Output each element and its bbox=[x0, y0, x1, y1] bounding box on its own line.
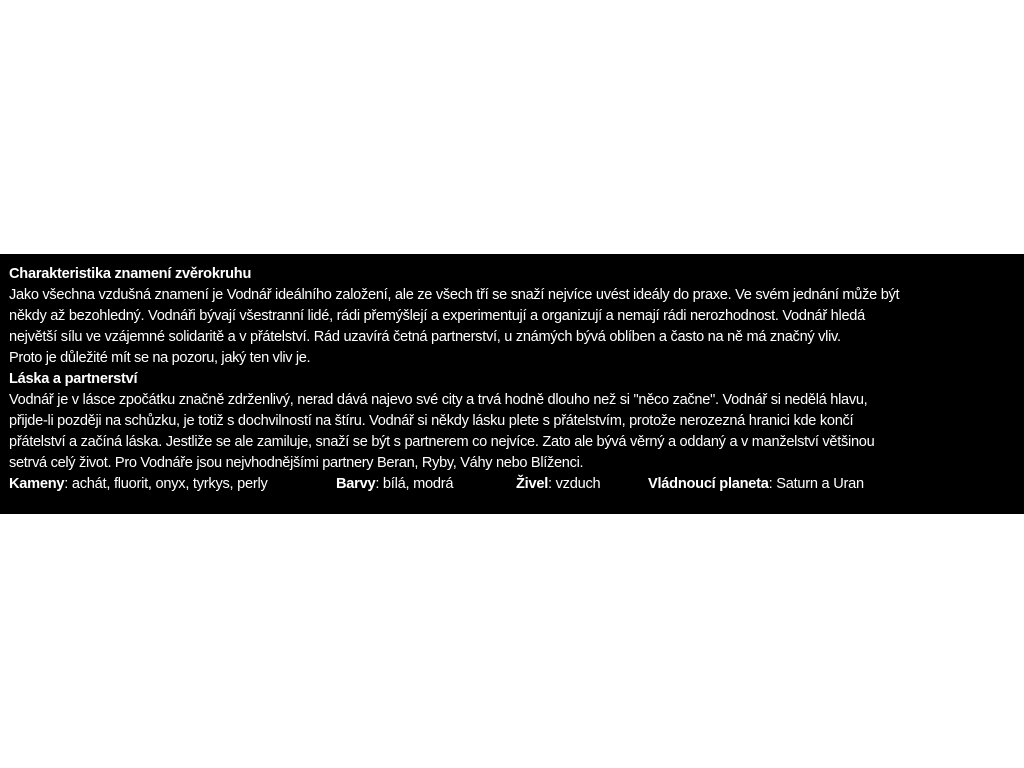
attributes-row bbox=[9, 474, 1024, 495]
attribute-stones-value: : achát, fluorit, onyx, tyrkys, perly bbox=[64, 476, 268, 492]
characteristics-heading: Charakteristika znamení zvěrokruhu bbox=[9, 266, 252, 282]
attribute-colors-label: Barvy bbox=[336, 476, 376, 492]
attribute-element bbox=[516, 474, 600, 495]
attribute-colors bbox=[336, 474, 453, 495]
love-line-4: setrvá celý život. Pro Vodnáře jsou nejvhodnějšími partnery Beran, Ryby, Váhy nebo Blíženci. bbox=[9, 455, 584, 471]
characteristics-line-3: největší sílu ve vzájemné solidaritě a v přátelství. Rád uzavírá četná partnerství, u známých bývá oblíben a často na ně má značný vliv. bbox=[9, 329, 841, 345]
characteristics-line-2: někdy až bezohledný. Vodnáři bývají všestranní lidé, rádi přemýšlejí a experimentují a organizují a nemají rádi nerozhodnost. Vodnář hledá bbox=[9, 308, 865, 324]
attribute-element-label: Živel bbox=[516, 476, 549, 492]
attribute-colors-value: : bílá, modrá bbox=[375, 476, 454, 492]
attribute-planet-label: Vládnoucí planeta bbox=[648, 476, 769, 492]
zodiac-text-band bbox=[0, 254, 1024, 514]
attribute-stones bbox=[9, 474, 268, 495]
characteristics-line-1: Jako všechna vzdušná znamení je Vodnář ideálního založení, ale ze všech tří se snaží nejvíce uvést ideály do praxe. Ve svém jednání může být bbox=[9, 287, 900, 303]
love-line-2: přijde-li později na schůzku, je totiž s dochvilností na štíru. Vodnář si někdy lásku plete s přátelstvím, protože nerozezná hranici kde končí bbox=[9, 413, 854, 429]
characteristics-line-4: Proto je důležité mít se na pozoru, jaký ten vliv je. bbox=[9, 350, 311, 366]
attribute-planet bbox=[648, 474, 864, 495]
love-line-1: Vodnář je v lásce zpočátku značně zdrženlivý, nerad dává najevo své city a trvá hodně dlouho než si "něco začne". Vodnář si nedělá hlavu, bbox=[9, 392, 868, 408]
attribute-planet-value: : Saturn a Uran bbox=[768, 476, 864, 492]
attribute-element-value: : vzduch bbox=[548, 476, 601, 492]
love-line-3: přátelství a začíná láska. Jestliže se ale zamiluje, snaží se být s partnerem co nejvíce. Zato ale bývá věrný a oddaný a v manželství většinou bbox=[9, 434, 875, 450]
love-heading: Láska a partnerství bbox=[9, 371, 138, 387]
attribute-stones-label: Kameny bbox=[9, 476, 65, 492]
